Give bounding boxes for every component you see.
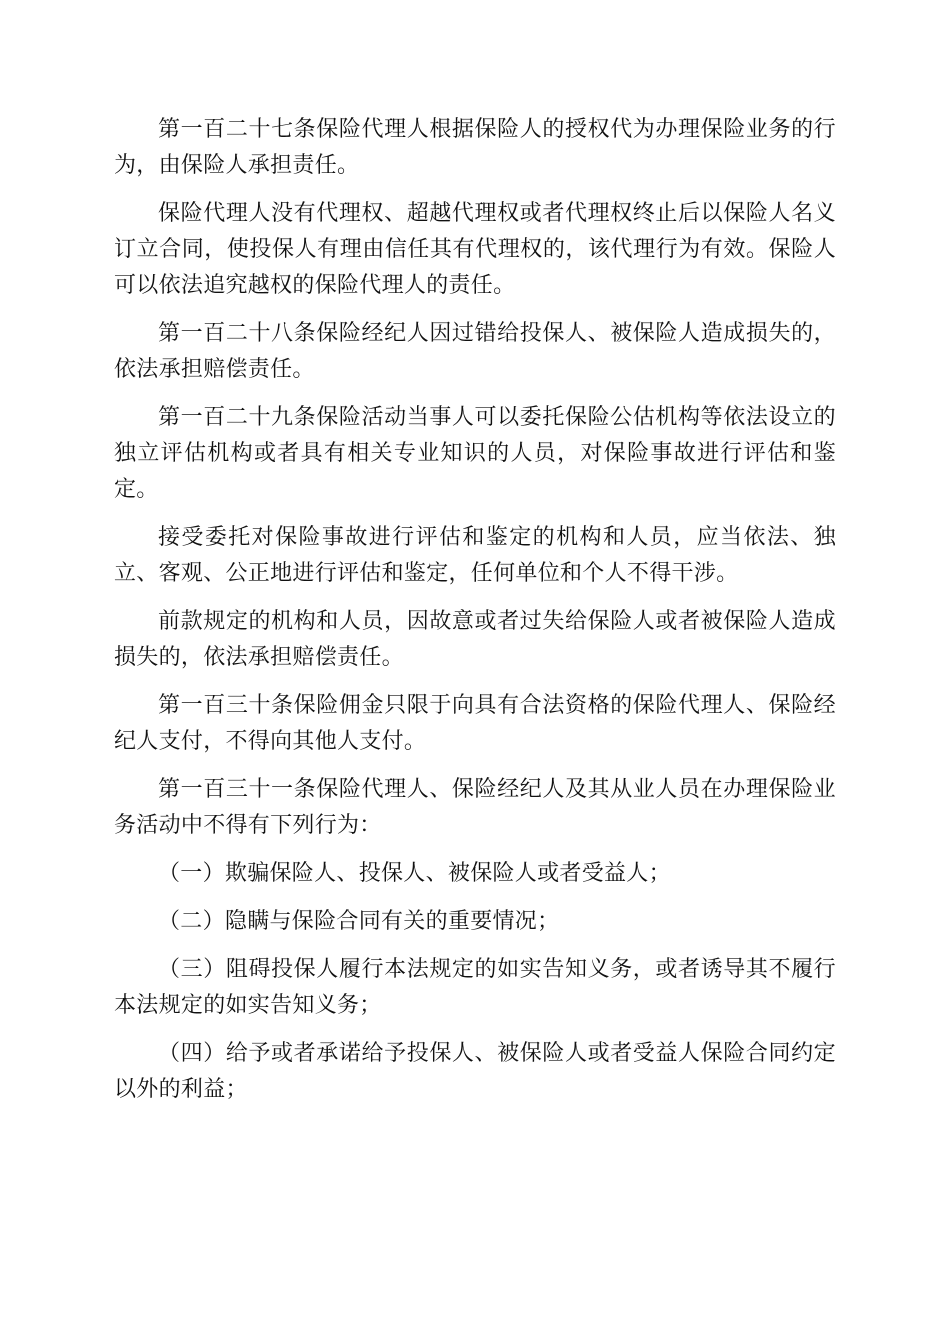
paragraph-article-128: 第一百二十八条保险经纪人因过错给投保人、被保险人造成损失的，依法承担赔偿责任。 bbox=[114, 321, 836, 382]
paragraph-article-127: 第一百二十七条保险代理人根据保险人的授权代为办理保险业务的行为，由保险人承担责任。 bbox=[114, 117, 836, 178]
paragraph-assessment-liability: 前款规定的机构和人员，因故意或者过失给保险人或者被保险人造成损失的，依法承担赔偿责任。 bbox=[114, 609, 836, 670]
paragraph-article-129: 第一百二十九条保险活动当事人可以委托保险公估机构等依法设立的独立评估机构或者具有相关专业知识的人员，对保险事故进行评估和鉴定。 bbox=[114, 405, 836, 502]
paragraph-agent-authority: 保险代理人没有代理权、超越代理权或者代理权终止后以保险人名义订立合同，使投保人有理由信任其有代理权的，该代理行为有效。保险人可以依法追究越权的保险代理人的责任。 bbox=[114, 201, 836, 298]
paragraph-article-130: 第一百三十条保险佣金只限于向具有合法资格的保险代理人、保险经纪人支付，不得向其他人支付。 bbox=[114, 693, 836, 754]
paragraph-assessment-independence: 接受委托对保险事故进行评估和鉴定的机构和人员，应当依法、独立、客观、公正地进行评估和鉴定，任何单位和个人不得干涉。 bbox=[114, 525, 836, 586]
list-item-4: （四）给予或者承诺给予投保人、被保险人或者受益人保险合同约定以外的利益； bbox=[114, 1041, 836, 1102]
document-body bbox=[114, 112, 836, 1120]
list-item-2: （二）隐瞒与保险合同有关的重要情况； bbox=[158, 909, 560, 934]
list-item-1: （一）欺骗保险人、投保人、被保险人或者受益人； bbox=[158, 861, 671, 886]
list-item-3: （三）阻碍投保人履行本法规定的如实告知义务，或者诱导其不履行本法规定的如实告知义务； bbox=[114, 957, 836, 1018]
paragraph-article-131: 第一百三十一条保险代理人、保险经纪人及其从业人员在办理保险业务活动中不得有下列行为： bbox=[114, 777, 836, 838]
